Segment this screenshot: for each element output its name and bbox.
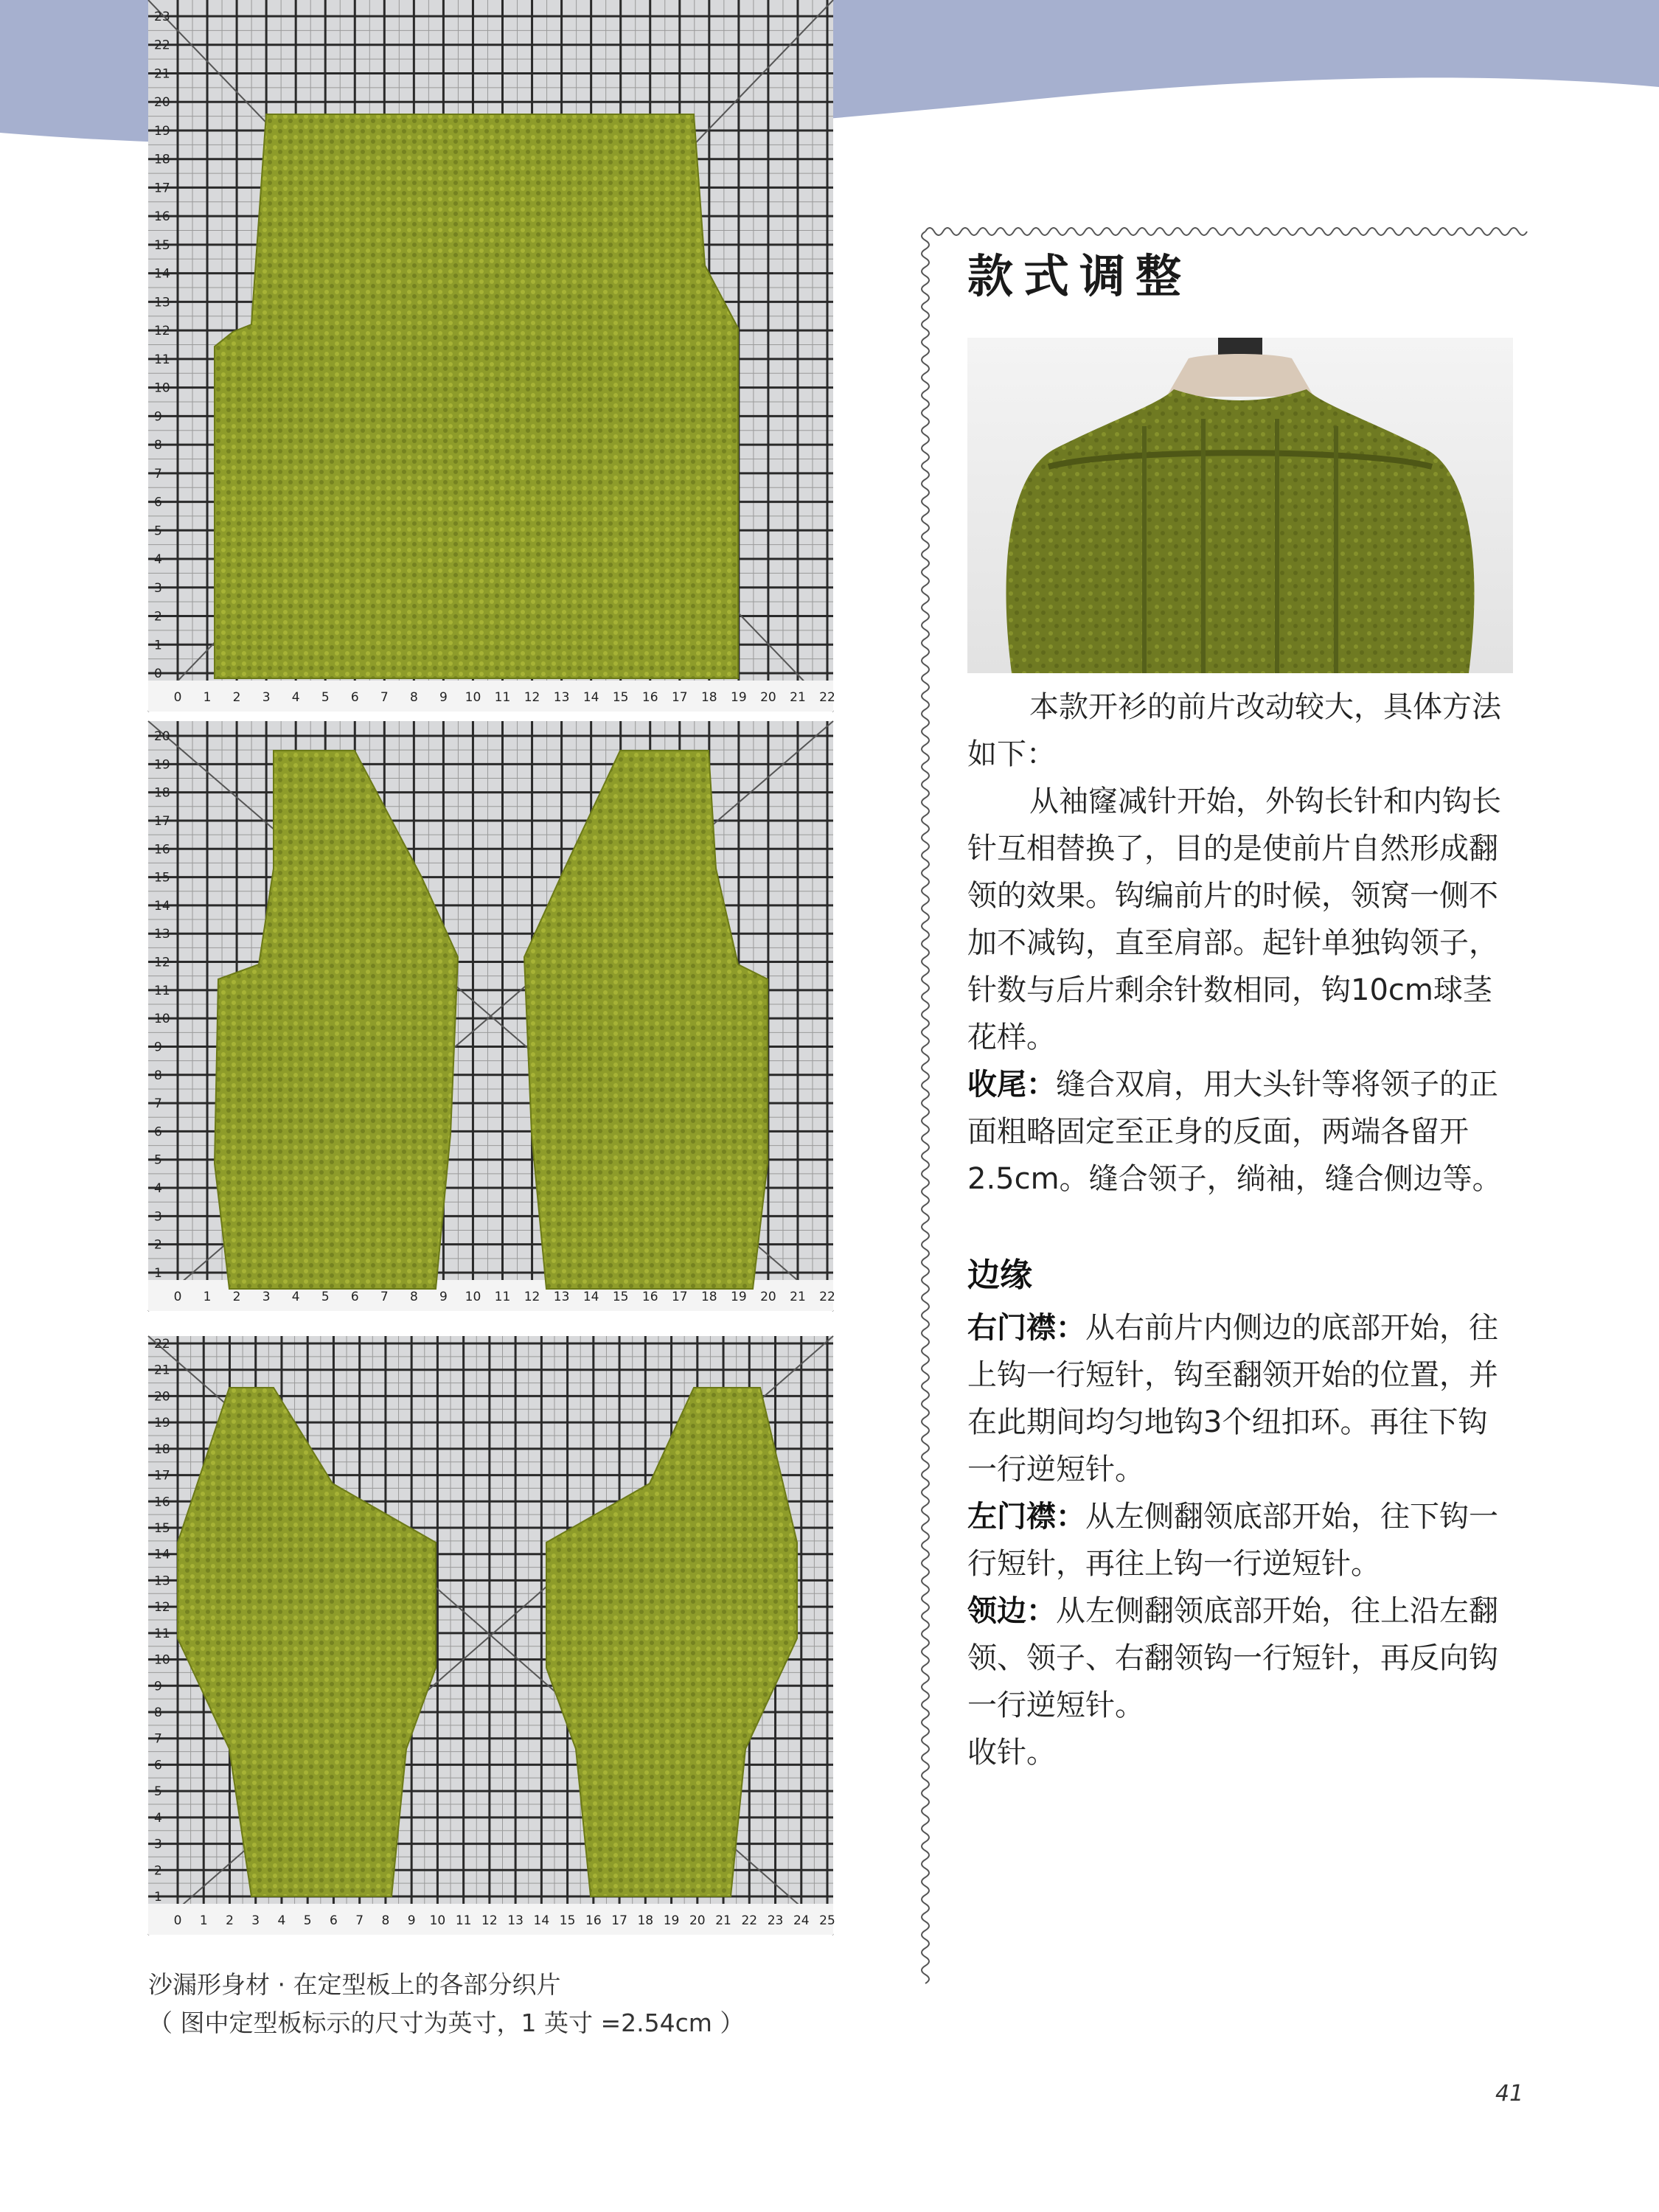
ruler-y-tick: 15 bbox=[154, 1521, 170, 1536]
ruler-y-tick: 5 bbox=[154, 1784, 162, 1800]
ruler-x-tick: 20 bbox=[689, 1913, 706, 1928]
ruler-x-tick: 3 bbox=[251, 1913, 260, 1928]
photo-front-pieces bbox=[148, 721, 833, 1311]
closing-paragraph: 收针。 bbox=[967, 1736, 1056, 1770]
left-band-text: 从左侧翻领底部开始，往下钩一行短针，再往上钩一行逆短针。 bbox=[967, 1500, 1498, 1581]
finishing-label: 收尾： bbox=[967, 1068, 1056, 1102]
ruler-x-tick: 16 bbox=[641, 1290, 658, 1304]
ruler-y-tick: 13 bbox=[154, 1573, 170, 1589]
ruler-y-tick: 17 bbox=[154, 181, 170, 196]
ruler-y-tick: 10 bbox=[154, 380, 170, 396]
ruler-x-tick: 15 bbox=[612, 1290, 629, 1304]
ruler-x-tick: 1 bbox=[203, 1290, 212, 1304]
ruler-y-tick: 19 bbox=[154, 1416, 170, 1431]
ruler-y-tick: 18 bbox=[154, 152, 170, 167]
edging-section-title: 边缘 bbox=[967, 1256, 1032, 1294]
ruler-y-tick: 14 bbox=[154, 266, 170, 282]
right-band-paragraph bbox=[967, 1304, 1512, 1493]
ruler-x-tick: 25 bbox=[819, 1913, 835, 1928]
ruler-x-tick: 5 bbox=[321, 1290, 330, 1304]
ruler-y-tick: 1 bbox=[154, 1266, 162, 1281]
page-number: 41 bbox=[1495, 2081, 1524, 2107]
ruler-x-tick: 11 bbox=[494, 690, 511, 705]
ruler-x-tick: 19 bbox=[731, 1290, 747, 1304]
ruler-x-tick: 22 bbox=[819, 1290, 835, 1304]
ruler-x-tick: 19 bbox=[663, 1913, 680, 1928]
ruler-x-tick: 14 bbox=[582, 1290, 599, 1304]
ruler-y-tick: 13 bbox=[154, 295, 170, 310]
ruler-y-tick: 3 bbox=[154, 1837, 162, 1852]
ruler-y-tick: 19 bbox=[154, 757, 170, 773]
ruler-x-tick: 23 bbox=[767, 1913, 784, 1928]
ruler-x-tick: 6 bbox=[350, 1290, 359, 1304]
ruler-x-tick: 13 bbox=[553, 690, 570, 705]
ruler-y-tick: 8 bbox=[154, 438, 162, 453]
left-band-paragraph bbox=[967, 1493, 1512, 1587]
ruler-y-tick: 1 bbox=[154, 1890, 162, 1905]
ruler-y-tick: 7 bbox=[154, 466, 162, 481]
ruler-y-tick: 9 bbox=[154, 1679, 162, 1694]
ruler-x-tick: 3 bbox=[262, 1290, 271, 1304]
ruler-x-tick: 21 bbox=[790, 1290, 806, 1304]
ruler-x-tick: 4 bbox=[291, 690, 300, 705]
ruler-y-tick: 15 bbox=[154, 237, 170, 253]
ruler-y-tick: 16 bbox=[154, 209, 170, 225]
ruler-x-tick: 21 bbox=[715, 1913, 731, 1928]
ruler-y-tick: 6 bbox=[154, 495, 162, 510]
ruler-x-tick: 9 bbox=[407, 1913, 416, 1928]
ruler-y-tick: 6 bbox=[154, 1758, 162, 1773]
ruler-x-tick: 1 bbox=[203, 690, 212, 705]
ruler-x-tick: 14 bbox=[533, 1913, 550, 1928]
ruler-x-tick: 4 bbox=[291, 1290, 300, 1304]
ruler-y-tick: 9 bbox=[154, 1040, 162, 1055]
ruler-y-tick: 5 bbox=[154, 1152, 162, 1168]
ruler-y-tick: 15 bbox=[154, 870, 170, 886]
ruler-y-tick: 11 bbox=[154, 352, 170, 367]
ruler-y-tick: 17 bbox=[154, 1468, 170, 1484]
ruler-x-tick: 15 bbox=[612, 690, 629, 705]
ruler-x-tick: 7 bbox=[355, 1913, 364, 1928]
ruler-x-tick: 19 bbox=[731, 690, 747, 705]
finishing-paragraph bbox=[967, 1061, 1512, 1203]
ruler-x-tick: 12 bbox=[481, 1913, 498, 1928]
ruler-y-tick: 16 bbox=[154, 1495, 170, 1510]
ruler-x-tick: 2 bbox=[232, 1290, 241, 1304]
ruler-y-tick: 7 bbox=[154, 1096, 162, 1112]
ruler-y-tick: 20 bbox=[154, 95, 170, 111]
panel-title: 款式调整 bbox=[967, 249, 1192, 303]
ruler-y-tick: 21 bbox=[154, 1363, 170, 1378]
photo-back-piece bbox=[148, 0, 833, 712]
intro-paragraph: 本款开衫的前片改动较大，具体方法如下： bbox=[967, 690, 1501, 771]
ruler-x-tick: 7 bbox=[380, 1290, 389, 1304]
ruler-x-tick: 18 bbox=[700, 1290, 717, 1304]
ruler-y-tick: 11 bbox=[154, 983, 170, 998]
ruler-x-tick: 2 bbox=[232, 690, 241, 705]
ruler-y-tick: 10 bbox=[154, 1012, 170, 1027]
ruler-y-tick: 18 bbox=[154, 785, 170, 801]
ruler-x-tick: 1 bbox=[199, 1913, 208, 1928]
ruler-y-tick: 8 bbox=[154, 1068, 162, 1083]
ruler-y-tick: 11 bbox=[154, 1626, 170, 1641]
ruler-y-tick: 6 bbox=[154, 1124, 162, 1140]
caption-line-1: 沙漏形身材 · 在定型板上的各部分织片 bbox=[148, 1970, 561, 1999]
ruler-y-tick: 2 bbox=[154, 1237, 162, 1253]
ruler-y-tick: 14 bbox=[154, 1547, 170, 1562]
ruler-x-tick: 10 bbox=[465, 1290, 481, 1304]
ruler-x-tick: 6 bbox=[350, 690, 359, 705]
ruler-x-tick: 12 bbox=[524, 690, 540, 705]
ruler-x-tick: 8 bbox=[381, 1913, 390, 1928]
ruler-x-tick: 13 bbox=[553, 1290, 570, 1304]
ruler-y-tick: 10 bbox=[154, 1652, 170, 1668]
collar-edge-paragraph bbox=[967, 1587, 1512, 1729]
ruler-x-tick: 10 bbox=[465, 690, 481, 705]
ruler-x-tick: 4 bbox=[277, 1913, 286, 1928]
ruler-y-tick: 14 bbox=[154, 898, 170, 914]
ruler-x-tick: 0 bbox=[173, 1913, 182, 1928]
ruler-y-tick: 4 bbox=[154, 1181, 162, 1197]
ruler-x-tick: 15 bbox=[559, 1913, 576, 1928]
ruler-x-tick: 7 bbox=[380, 690, 389, 705]
ruler-x-tick: 20 bbox=[760, 1290, 776, 1304]
ruler-x-tick: 13 bbox=[507, 1913, 524, 1928]
caption-line-2: （ 图中定型板标示的尺寸为英寸，1 英寸 =2.54cm ） bbox=[148, 2008, 745, 2037]
right-band-text: 从右前片内侧边的底部开始，往上钩一行短针，钩至翻领开始的位置，并在此期间均匀地钩3个纽扣环。再往下钩一行逆短针。 bbox=[967, 1311, 1498, 1486]
ruler-y-tick: 12 bbox=[154, 324, 170, 339]
ruler-y-tick: 2 bbox=[154, 609, 162, 625]
style-adjustment-panel bbox=[967, 236, 1512, 1776]
ruler-x-tick: 9 bbox=[439, 690, 448, 705]
ruler-y-tick: 4 bbox=[154, 552, 162, 568]
ruler-y-tick: 5 bbox=[154, 524, 162, 539]
collar-edge-label: 领边： bbox=[967, 1594, 1056, 1628]
ruler-x-tick: 12 bbox=[524, 1290, 540, 1304]
ruler-x-tick: 21 bbox=[790, 690, 806, 705]
ruler-x-tick: 6 bbox=[330, 1913, 338, 1928]
ruler-y-tick: 7 bbox=[154, 1731, 162, 1747]
ruler-y-tick: 12 bbox=[154, 955, 170, 970]
ruler-y-tick: 12 bbox=[154, 1600, 170, 1615]
ruler-y-tick: 13 bbox=[154, 927, 170, 942]
ruler-x-tick: 18 bbox=[637, 1913, 654, 1928]
collar-edge-text: 从左侧翻领底部开始，往上沿左翻领、领子、右翻领钩一行短针，再反向钩一行逆短针。 bbox=[967, 1594, 1498, 1722]
ruler-y-tick: 17 bbox=[154, 813, 170, 829]
ruler-x-tick: 17 bbox=[671, 690, 688, 705]
ruler-y-tick: 18 bbox=[154, 1441, 170, 1457]
ruler-x-tick: 9 bbox=[439, 1290, 448, 1304]
mannequin-photo bbox=[967, 338, 1513, 673]
ruler-y-tick: 2 bbox=[154, 1863, 162, 1879]
ruler-x-tick: 22 bbox=[741, 1913, 758, 1928]
ruler-x-tick: 24 bbox=[793, 1913, 810, 1928]
left-band-label: 左门襟： bbox=[967, 1500, 1085, 1534]
ruler-x-tick: 20 bbox=[760, 690, 776, 705]
ruler-y-tick: 8 bbox=[154, 1705, 162, 1720]
ruler-x-tick: 5 bbox=[321, 690, 330, 705]
ruler-x-tick: 8 bbox=[409, 1290, 418, 1304]
ruler-x-tick: 17 bbox=[671, 1290, 688, 1304]
ruler-y-tick: 20 bbox=[154, 729, 170, 744]
back-piece bbox=[215, 114, 738, 678]
ruler-x-tick: 14 bbox=[582, 690, 599, 705]
ruler-y-tick: 16 bbox=[154, 842, 170, 858]
ruler-x-tick: 3 bbox=[262, 690, 271, 705]
ruler-y-tick: 3 bbox=[154, 1209, 162, 1225]
ruler-y-tick: 22 bbox=[154, 1337, 170, 1352]
ruler-y-tick: 20 bbox=[154, 1389, 170, 1405]
photo-sleeves bbox=[148, 1336, 833, 1935]
ruler-y-tick: 23 bbox=[154, 10, 170, 24]
ruler-x-tick: 11 bbox=[455, 1913, 472, 1928]
ruler-y-tick: 4 bbox=[154, 1810, 162, 1826]
ruler-y-tick: 21 bbox=[154, 66, 170, 82]
ruler-y-tick: 22 bbox=[154, 38, 170, 53]
ruler-y-tick: 0 bbox=[154, 667, 162, 681]
ruler-x-tick: 16 bbox=[641, 690, 658, 705]
ruler-x-tick: 17 bbox=[611, 1913, 627, 1928]
ruler-x-tick: 10 bbox=[429, 1913, 446, 1928]
ruler-y-tick: 9 bbox=[154, 409, 162, 425]
method-paragraph: 从袖窿减针开始，外钩长针和内钩长针互相替换了，目的是使前片自然形成翻领的效果。钩编前片的时候，领窝一侧不加不减钩，直至肩部。起针单独钩领子，针数与后片剩余针数相同，钩10cm球茎花样。 bbox=[967, 785, 1501, 1054]
ruler-x-tick: 0 bbox=[173, 690, 182, 705]
ruler-x-tick: 5 bbox=[303, 1913, 312, 1928]
ruler-x-tick: 18 bbox=[700, 690, 717, 705]
ruler-x-tick: 2 bbox=[226, 1913, 234, 1928]
ruler-y-tick: 1 bbox=[154, 638, 162, 653]
ruler-x-tick: 22 bbox=[819, 690, 835, 705]
photo-caption bbox=[148, 1966, 744, 2042]
ruler-x-tick: 16 bbox=[585, 1913, 602, 1928]
ruler-x-tick: 8 bbox=[409, 690, 418, 705]
right-band-label: 右门襟： bbox=[967, 1311, 1085, 1345]
finishing-text: 缝合双肩，用大头针等将领子的正面粗略固定至正身的反面，两端各留开2.5cm。缝合领子，绱袖，缝合侧边等。 bbox=[967, 1068, 1502, 1196]
ruler-y-tick: 3 bbox=[154, 580, 162, 596]
ruler-x-tick: 11 bbox=[494, 1290, 511, 1304]
ruler-y-tick: 19 bbox=[154, 123, 170, 139]
ruler-x-tick: 0 bbox=[173, 1290, 182, 1304]
